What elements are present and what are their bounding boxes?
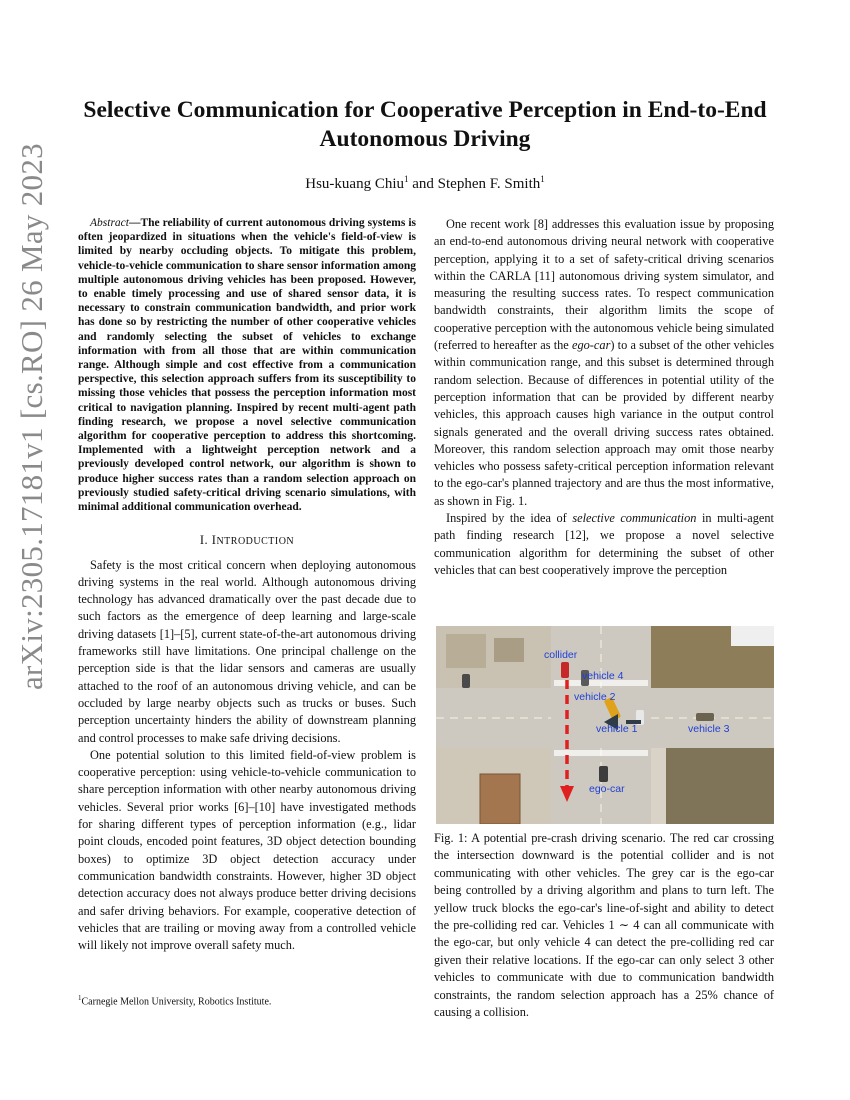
- footnote-mark: 1: [78, 994, 82, 1002]
- label-ego-car: ego-car: [589, 783, 625, 795]
- author-connector: and: [408, 176, 438, 192]
- intro-paragraph-3: One recent work [8] addresses this evaluation issue by proposing an end-to-end autonomous driving neural network with cooperative perception, applying it to a set of safety-critical driving scenarios within the CARLA [11] autonomous driving system simulator, and measuring the resulting success rates. To respect communication bandwidth constraints, their algorithm limits the scope of cooperative perception with the autonomous vehicle being simulated (referred to hereafter as the ego-car) to a subset of the other vehicles within communication range, and this subset is determined through random selection. Because of differences in potential utility of the perception information that can be provided by different nearby vehicles, this approach causes high variance in the output control signals generated and the overall driving success rates obtained. Moreover, this random selection approach may omit those nearby vehicles who possess safety-critical perception information relevant to the ego-car's planned trajectory and are thus the most informative, as shown in Fig. 1.: [434, 217, 774, 508]
- figure-intersection-scene: [436, 626, 774, 824]
- ego-car: [599, 766, 608, 782]
- title-line-2: Autonomous Driving: [319, 126, 531, 152]
- label-vehicle-2: vehicle 2: [574, 691, 616, 703]
- grass-area: [666, 748, 774, 824]
- arxiv-identifier: arXiv:2305.17181v1 [cs.RO] 26 May 2023: [14, 143, 49, 690]
- abstract-label: Abstract: [90, 217, 129, 229]
- figure-caption: Fig. 1: A potential pre-crash driving scenario. The red car crossing the intersection downward is the potential collider and is not communicating with other vehicles. The grey car is the ego-car being controlled by a driving algorithm and plans to turn left. The yellow truck blocks the ego-car's line-of-sight and ability to detect the pre-colliding red car. Vehicles 1 ∼ 4 can all communicate with the ego-car, but only vehicle 4 can detect the pre-colliding red car given their relative locations. If the ego-car can only select 3 other vehicles to communicate with due to communication bandwidth constraints, the random selection approach has a 25% chance of causing a collision.: [434, 831, 774, 1020]
- footnote: [78, 994, 416, 1007]
- abstract: [78, 216, 416, 514]
- vehicle-3-car: [696, 713, 714, 721]
- label-vehicle-4: vehicle 4: [582, 670, 624, 682]
- label-vehicle-1: vehicle 1: [596, 723, 638, 735]
- collider-car: [561, 662, 569, 678]
- footnote-text: Carnegie Mellon University, Robotics Institute.: [81, 996, 272, 1008]
- building: [731, 626, 774, 646]
- author-name: Hsu-kuang Chiu: [305, 176, 404, 192]
- label-vehicle-3: vehicle 3: [688, 723, 730, 735]
- title-line-1: Selective Communication for Cooperative Perception in End-to-End: [83, 97, 767, 123]
- label-collider: collider: [544, 649, 578, 661]
- author-name: Stephen F. Smith: [437, 176, 541, 192]
- intro-paragraph-4: Inspired by the idea of selective communication in multi-agent path finding research [12], we propose a novel selective communication algorithm for determining the subset of other vehicles that can best cooperatively improve the perception: [434, 511, 774, 577]
- section-heading: I. INTRODUCTION: [199, 533, 295, 548]
- abstract-dash: —: [128, 217, 141, 229]
- intro-paragraph-1: Safety is the most critical concern when deploying autonomous driving systems in the real world. Although autonomous driving technology has advanced dramatically over the past decade due to such factors as the emergence of deep learning and large-scale driving datasets [1]–[5], current state-of-the-art autonomous driving frameworks still have limitations. One principal challenge on the perception side is that the lidar sensors and cameras are usually attached to the roof of an autonomous driving vehicle, and can be occluded by large nearby objects such as trucks or buses. Such perception uncertainty hinders the ability of downstream planning and control processes to make safe driving decisions.: [78, 557, 416, 745]
- affiliation-mark: 1: [404, 174, 409, 184]
- author-list: [80, 174, 770, 193]
- building: [480, 774, 520, 824]
- building: [446, 634, 486, 668]
- building: [494, 638, 524, 662]
- affiliation-mark: 1: [540, 174, 545, 184]
- parked-car: [462, 674, 470, 688]
- paper-title: [80, 96, 770, 154]
- scene-illustration: [436, 626, 774, 824]
- abstract-body: The reliability of current autonomous driving systems is often jeopardized in situations when the vehicle's field-of-view is limited by nearby occluding objects. To mitigate this problem, vehicle-to-vehicle communication to share sensor information among multiple autonomous driving vehicles has been proposed. However, to enable timely processing and use of shared sensor data, it is necessary to constrain communication bandwidth, and prior work has done so by restricting the number of other cooperative vehicles and randomly selecting the subset of vehicles to exchange information with from all those that are within communication range. Although simple and cost effective from a communication perspective, this selection approach suffers from its susceptibility to missing those vehicles that possess the perception information most critical to navigation planning. Inspired by recent multi-agent path finding research, we propose a novel selective communication algorithm for cooperative perception to address this shortcoming. Implemented with a lightweight perception network and a previously developed control network, our algorithm is shown to produce higher success rates than a random selection approach on previously studied safety-critical driving scenario simulations, with minimal additional communication overhead.: [78, 217, 416, 514]
- left-column: [78, 216, 416, 954]
- right-column: [434, 216, 774, 579]
- intro-paragraph-2: One potential solution to this limited field-of-view problem is cooperative perception: using vehicle-to-vehicle communication to share perception information with other nearby autonomous driving vehicles. Several prior works [6]–[10] have investigated methods for sharing different types of perception information (e.g., lidar point clouds, encoded point features, 3D object detection bounding boxes) to optimize 3D object detection accuracy under communication bandwidth constraints. However, higher 3D object detection accuracy does not always produce better driving decisions and safer driving behaviors. For example, cooperative detection of vehicles that are trailing or moving away from a controlled vehicle will likely not improve overall safety much.: [78, 747, 416, 953]
